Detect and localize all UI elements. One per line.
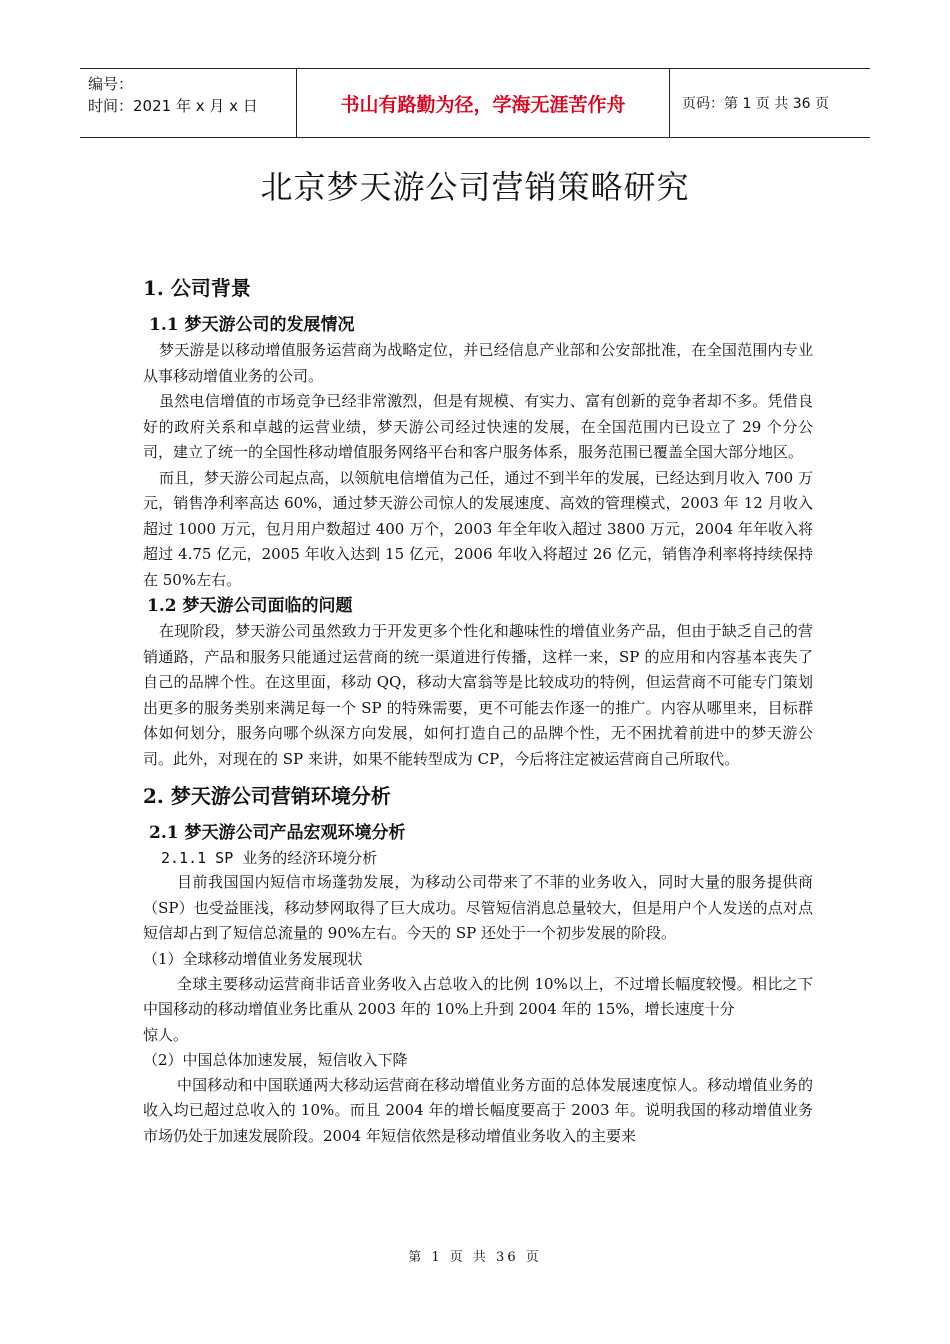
paragraph-tail: 惊人。 — [143, 1025, 189, 1044]
list-item: （2）中国总体加速发展，短信收入下降 — [143, 1050, 408, 1069]
document-title: 北京梦天游公司营销策略研究 — [260, 168, 690, 206]
date-label: 时间：2021 年 x 月 x 日 — [88, 97, 258, 115]
page-header — [80, 68, 870, 138]
header-meta — [80, 69, 296, 137]
paragraph: 中国移动和中国联通两大移动运营商在移动增值业务方面的总体发展速度惊人。移动增值业务的收入均已超过总收入的 10%。而且 2004 年的增长幅度要高于 2003 年。说明我国的移动增值业务市场仍处于加速发展阶段。2004 年短信依然是移动增值业务收入的主要来 — [143, 1075, 813, 1145]
page-footer: 第 1 页 共 36 页 — [408, 1250, 542, 1265]
paragraph: 而且，梦天游公司起点高，以领航电信增值为己任，通过不到半年的发展，已经达到月收入 700 万元，销售净利率高达 60%，通过梦天游公司惊人的发展速度、高效的管理模式，2003 年 12 月收入超过 1000 万元，包月用户数超过 400 万个，2003 年全年收入超过 3800 万元，2004 年年收入将超过 4.75 亿元，2005 年收入达到 15 亿元，2006 年收入将超过 26 亿元，销售净利率将持续保持在 50%左右。 — [143, 468, 813, 589]
section-2-heading: 2. 梦天游公司营销环境分析 — [143, 784, 391, 808]
paragraph: 梦天游是以移动增值服务运营商为战略定位，并已经信息产业部和公安部批准，在全国范围内专业从事移动增值业务的公司。 — [143, 341, 813, 385]
list-item: （1）全球移动增值业务发展现状 — [143, 949, 363, 968]
document-body — [143, 268, 813, 1149]
header-motto: 书山有路勤为径，学海无涯苦作舟 — [296, 69, 670, 137]
section-1-heading: 1. 公司背景 — [143, 276, 251, 300]
section-2-1-1-heading: 2.1.1 SP 业务的经济环境分析 — [161, 849, 378, 867]
paragraph: 全球主要移动运营商非话音业务收入占总收入的比例 10%以上，不过增长幅度较慢。相比之下中国移动的移动增值业务比重从 2003 年的 10%上升到 2004 年的 15%，增长速度十分 — [143, 974, 813, 1018]
paragraph: 在现阶段，梦天游公司虽然致力于开发更多个性化和趣味性的增值业务产品，但由于缺乏自己的营销通路，产品和服务只能通过运营商的统一渠道进行传播，这样一来，SP 的应用和内容基本丧失了自己的品牌个性。在这里面，移动 QQ，移动大富翁等是比较成功的特例，但运营商不可能专门策划出更多的服务类别来满足每一个 SP 的特殊需要，更不可能去作逐一的推广。内容从哪里来，目标群体如何划分，服务向哪个纵深方向发展，如何打造自己的品牌个性，无不困扰着前进中的梦天游公司。此外，对现在的 SP 来讲，如果不能转型成为 CP，今后将注定被运营商自己所取代。 — [143, 622, 813, 768]
section-1-2-heading: 1.2 梦天游公司面临的问题 — [147, 596, 353, 616]
paragraph: 目前我国国内短信市场蓬勃发展，为移动公司带来了不菲的业务收入，同时大量的服务提供商（SP）也受益匪浅，移动梦网取得了巨大成功。尽管短信消息总量较大，但是用户个人发送的点对点短信却占到了短信总流量的 90%左右。今天的 SP 还处于一个初步发展的阶段。 — [143, 873, 813, 942]
paragraph: 虽然电信增值的市场竞争已经非常激烈，但是有规模、有实力、富有创新的竞争者却不多。凭借良好的政府关系和卓越的运营业绩，梦天游公司经过快速的发展，在全国范围内已设立了 29 个分公司，建立了统一的全国性移动增值服务网络平台和客户服务体系，服务范围已覆盖全国大部分地区。 — [143, 392, 813, 461]
header-page-info: 页码：第 1 页 共 36 页 — [682, 96, 829, 112]
number-label: 编号： — [88, 75, 134, 93]
section-1-1-heading: 1.1 梦天游公司的发展情况 — [149, 315, 355, 335]
section-2-1-heading: 2.1 梦天游公司产品宏观环境分析 — [149, 823, 406, 843]
